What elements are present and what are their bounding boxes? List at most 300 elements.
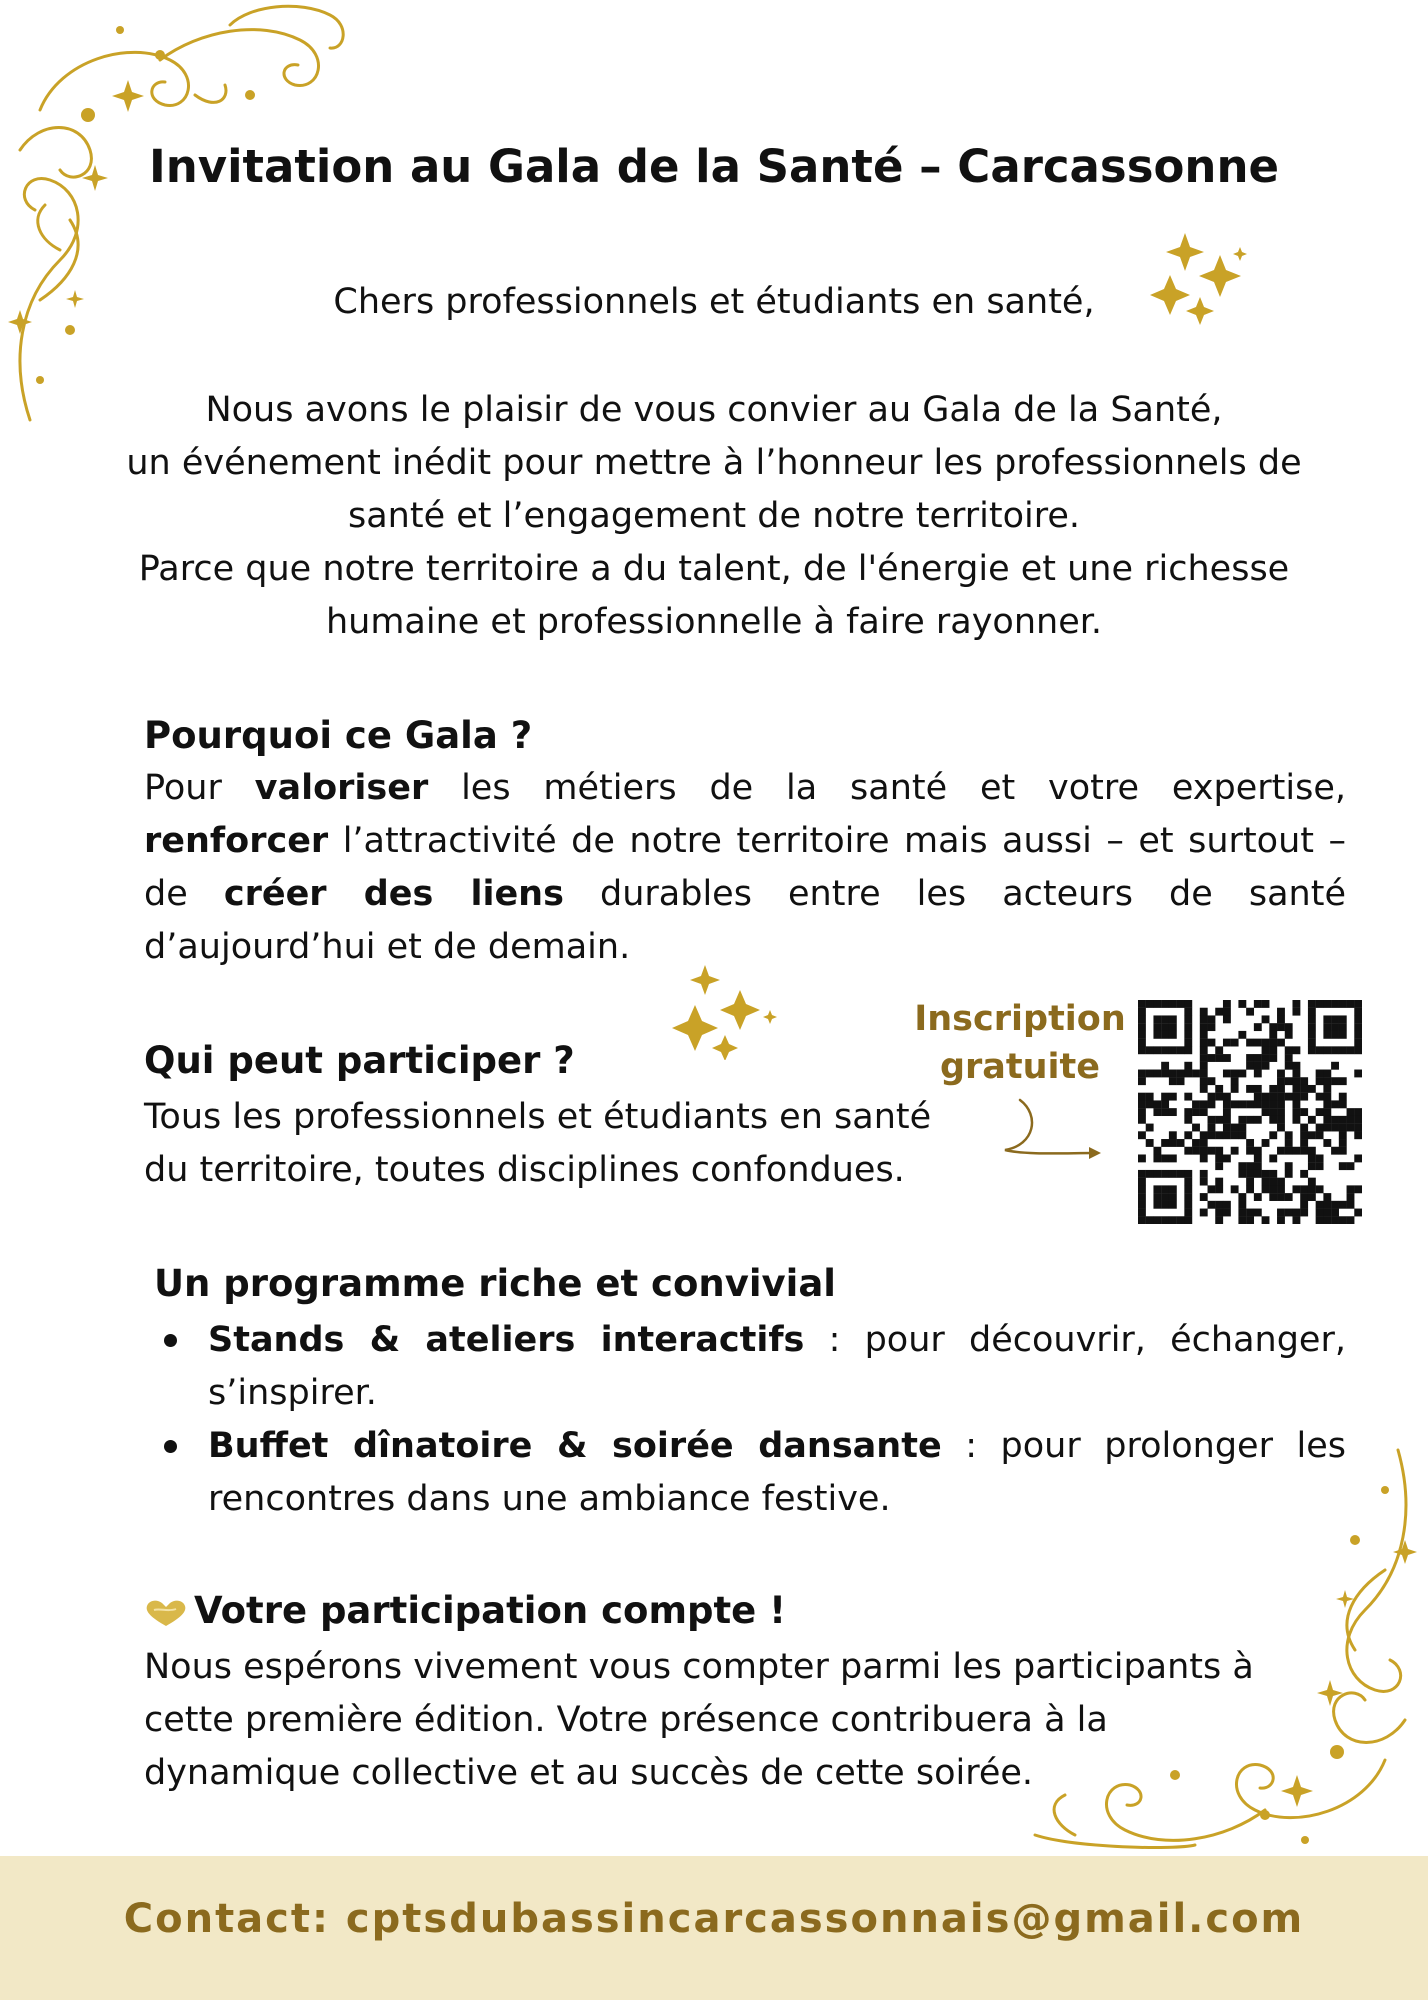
qr-module xyxy=(1308,1154,1316,1162)
qr-module xyxy=(1177,1139,1185,1147)
greeting: Chers professionnels et étudiants en santé, xyxy=(333,282,1095,322)
qr-module xyxy=(1347,1201,1355,1209)
qr-module xyxy=(1262,1046,1270,1054)
inscription-line: Inscription xyxy=(914,999,1126,1039)
qr-module xyxy=(1354,1070,1362,1078)
qr-module xyxy=(1184,1000,1192,1008)
text-run: les métiers de la santé et votre expertise, xyxy=(428,768,1346,808)
qr-module xyxy=(1200,1070,1208,1078)
qr-module xyxy=(1300,1093,1308,1101)
qr-module xyxy=(1339,1031,1347,1039)
qr-module xyxy=(1138,1100,1146,1108)
qr-module xyxy=(1153,1147,1161,1155)
section-programme xyxy=(154,1258,1346,1526)
qr-module xyxy=(1146,1170,1154,1178)
qr-module xyxy=(1347,1216,1355,1224)
qr-module xyxy=(1262,1178,1270,1186)
qr-module xyxy=(1169,1185,1177,1193)
qr-module xyxy=(1339,1131,1347,1139)
qr-module xyxy=(1169,1015,1177,1023)
qr-module xyxy=(1254,1100,1262,1108)
qr-module xyxy=(1292,1046,1300,1054)
qr-module xyxy=(1308,1008,1316,1016)
qr-module xyxy=(1277,1193,1285,1201)
text-run: l’attractivité de notre territoire mais aussi – et surtout – de xyxy=(144,821,1346,914)
qr-module xyxy=(1323,1139,1331,1147)
section-heading: Pourquoi ce Gala ? xyxy=(144,714,533,757)
qr-module xyxy=(1277,1015,1285,1023)
section-participation xyxy=(144,1585,1284,1800)
qr-module xyxy=(1231,1039,1239,1047)
qr-module xyxy=(1208,1015,1216,1023)
qr-module xyxy=(1323,1000,1331,1008)
qr-module xyxy=(1246,1147,1254,1155)
qr-module xyxy=(1177,1000,1185,1008)
qr-module xyxy=(1339,1000,1347,1008)
qr-module xyxy=(1246,1100,1254,1108)
qr-module xyxy=(1200,1054,1208,1062)
qr-module xyxy=(1292,1008,1300,1016)
qr-module xyxy=(1331,1147,1339,1155)
qr-module xyxy=(1153,1070,1161,1078)
qr-module xyxy=(1323,1077,1331,1085)
qr-module xyxy=(1215,1154,1223,1162)
qr-module xyxy=(1138,1170,1146,1178)
qr-module xyxy=(1323,1193,1331,1201)
qr-module xyxy=(1231,1124,1239,1132)
qr-module xyxy=(1246,1085,1254,1093)
qr-module xyxy=(1254,1116,1262,1124)
qr-module xyxy=(1285,1162,1293,1170)
qr-module xyxy=(1339,1046,1347,1054)
qr-module xyxy=(1308,1162,1316,1170)
qr-module xyxy=(1169,1139,1177,1147)
intro-line: Nous avons le plaisir de vous convier au Gala de la Santé, xyxy=(205,390,1223,430)
qr-module xyxy=(1354,1015,1362,1023)
qr-module xyxy=(1269,1039,1277,1047)
qr-module xyxy=(1339,1116,1347,1124)
bullet-icon xyxy=(164,1440,177,1453)
qr-module xyxy=(1184,1093,1192,1101)
qr-module xyxy=(1262,1170,1270,1178)
qr-module xyxy=(1192,1139,1200,1147)
qr-module xyxy=(1331,1216,1339,1224)
qr-module xyxy=(1254,1209,1262,1217)
intro-paragraph xyxy=(100,384,1328,649)
qr-module xyxy=(1169,1000,1177,1008)
qr-module xyxy=(1285,1093,1293,1101)
qr-module xyxy=(1161,1201,1169,1209)
qr-module xyxy=(1200,1170,1208,1178)
qr-module xyxy=(1238,1116,1246,1124)
qr-module xyxy=(1184,1039,1192,1047)
qr-module xyxy=(1146,1070,1154,1078)
qr-module xyxy=(1323,1100,1331,1108)
qr-module xyxy=(1200,1209,1208,1217)
qr-module xyxy=(1262,1093,1270,1101)
qr-module xyxy=(1192,1070,1200,1078)
qr-module xyxy=(1254,1147,1262,1155)
qr-module xyxy=(1354,1046,1362,1054)
qr-module xyxy=(1347,1046,1355,1054)
qr-module xyxy=(1285,1031,1293,1039)
qr-module xyxy=(1316,1209,1324,1217)
qr-module xyxy=(1323,1201,1331,1209)
qr-module xyxy=(1238,1170,1246,1178)
qr-module xyxy=(1153,1154,1161,1162)
qr-module xyxy=(1231,1070,1239,1078)
qr-module xyxy=(1277,1023,1285,1031)
qr-module xyxy=(1246,1054,1254,1062)
section-text xyxy=(144,762,1346,974)
qr-module xyxy=(1146,1093,1154,1101)
qr-module xyxy=(1262,1000,1270,1008)
qr-module xyxy=(1161,1193,1169,1201)
section-text: Nous espérons vivement vous compter parmi les participants à cette première édition. Votre présence contribuera à la dynamique collective et au succès de cette soirée. xyxy=(144,1647,1254,1793)
qr-module xyxy=(1354,1116,1362,1124)
qr-module xyxy=(1292,1209,1300,1217)
qr-module xyxy=(1277,1085,1285,1093)
qr-module xyxy=(1292,1147,1300,1155)
inscription-line: gratuite xyxy=(939,1047,1101,1087)
qr-module xyxy=(1316,1131,1324,1139)
qr-module xyxy=(1339,1023,1347,1031)
qr-module xyxy=(1238,1193,1246,1201)
contact-email[interactable]: Contact: cptsdubassincarcassonnais@gmail.com xyxy=(123,1896,1305,1942)
qr-module xyxy=(1292,1116,1300,1124)
qr-module xyxy=(1269,1170,1277,1178)
qr-module xyxy=(1200,1139,1208,1147)
qr-module xyxy=(1184,1147,1192,1155)
qr-module xyxy=(1354,1000,1362,1008)
qr-module xyxy=(1138,1185,1146,1193)
qr-code[interactable] xyxy=(1138,1000,1362,1224)
qr-module xyxy=(1169,1077,1177,1085)
qr-module xyxy=(1208,1116,1216,1124)
qr-module xyxy=(1285,1139,1293,1147)
qr-module xyxy=(1238,1216,1246,1224)
qr-module xyxy=(1138,1131,1146,1139)
qr-module xyxy=(1254,1039,1262,1047)
qr-module xyxy=(1316,1154,1324,1162)
qr-module xyxy=(1200,1046,1208,1054)
qr-module xyxy=(1200,1015,1208,1023)
qr-module xyxy=(1153,1170,1161,1178)
qr-module xyxy=(1277,1039,1285,1047)
qr-module xyxy=(1292,1100,1300,1108)
qr-module xyxy=(1138,1000,1146,1008)
qr-module xyxy=(1238,1201,1246,1209)
qr-module xyxy=(1323,1015,1331,1023)
qr-module xyxy=(1169,1216,1177,1224)
qr-module xyxy=(1138,1039,1146,1047)
qr-module xyxy=(1184,1046,1192,1054)
qr-module xyxy=(1200,1085,1208,1093)
qr-module xyxy=(1300,1085,1308,1093)
qr-module xyxy=(1192,1147,1200,1155)
qr-module xyxy=(1354,1023,1362,1031)
qr-module xyxy=(1200,1100,1208,1108)
qr-module xyxy=(1238,1131,1246,1139)
section-qui xyxy=(144,1035,964,1197)
qr-module xyxy=(1161,1093,1169,1101)
qr-module xyxy=(1161,1139,1169,1147)
qr-module xyxy=(1161,1000,1169,1008)
qr-module xyxy=(1347,1124,1355,1132)
qr-module xyxy=(1354,1209,1362,1217)
qr-module xyxy=(1300,1185,1308,1193)
qr-module xyxy=(1184,1193,1192,1201)
qr-module xyxy=(1215,1046,1223,1054)
qr-module xyxy=(1316,1162,1324,1170)
qr-module xyxy=(1153,1185,1161,1193)
qr-module xyxy=(1308,1147,1316,1155)
qr-module xyxy=(1192,1100,1200,1108)
qr-module xyxy=(1161,1185,1169,1193)
qr-module xyxy=(1300,1131,1308,1139)
qr-module xyxy=(1277,1147,1285,1155)
qr-module xyxy=(1169,1154,1177,1162)
qr-module xyxy=(1323,1085,1331,1093)
qr-module xyxy=(1269,1193,1277,1201)
qr-module xyxy=(1146,1046,1154,1054)
qr-module xyxy=(1169,1108,1177,1116)
qr-module xyxy=(1285,1147,1293,1155)
swirl-ornament-top-left xyxy=(0,0,380,430)
qr-module xyxy=(1292,1085,1300,1093)
qr-module xyxy=(1169,1070,1177,1078)
qr-module xyxy=(1269,1046,1277,1054)
qr-module xyxy=(1292,1093,1300,1101)
qr-module xyxy=(1308,1023,1316,1031)
qr-module xyxy=(1292,1070,1300,1078)
bold-run: Buffet dînatoire & soirée dansante xyxy=(208,1426,942,1466)
qr-module xyxy=(1277,1093,1285,1101)
qr-module xyxy=(1200,1147,1208,1155)
qr-module xyxy=(1146,1139,1154,1147)
qr-module xyxy=(1331,1077,1339,1085)
section-heading: Qui peut participer ? xyxy=(144,1039,575,1082)
qr-module xyxy=(1254,1170,1262,1178)
qr-module xyxy=(1184,1023,1192,1031)
qr-module xyxy=(1138,1031,1146,1039)
qr-module xyxy=(1269,1108,1277,1116)
qr-module xyxy=(1208,1131,1216,1139)
qr-module xyxy=(1223,1108,1231,1116)
qr-module xyxy=(1200,1062,1208,1070)
qr-module xyxy=(1254,1054,1262,1062)
qr-module xyxy=(1339,1124,1347,1132)
qr-module xyxy=(1208,1077,1216,1085)
qr-module xyxy=(1285,1077,1293,1085)
qr-module xyxy=(1269,1154,1277,1162)
qr-module xyxy=(1184,1031,1192,1039)
qr-module xyxy=(1153,1023,1161,1031)
section-text: Tous les professionnels et étudiants en santé du territoire, toutes disciplines confondues. xyxy=(144,1097,932,1190)
qr-module xyxy=(1153,1100,1161,1108)
qr-module xyxy=(1208,1147,1216,1155)
qr-module xyxy=(1161,1170,1169,1178)
qr-module xyxy=(1277,1077,1285,1085)
qr-module xyxy=(1161,1154,1169,1162)
qr-module xyxy=(1285,1054,1293,1062)
qr-module xyxy=(1138,1193,1146,1201)
qr-module xyxy=(1153,1216,1161,1224)
qr-module xyxy=(1223,1070,1231,1078)
qr-module xyxy=(1208,1023,1216,1031)
qr-module xyxy=(1138,1116,1146,1124)
qr-module xyxy=(1215,1008,1223,1016)
intro-line: un événement inédit pour mettre à l’honneur les professionnels de santé et l’engagement de notre territoire. xyxy=(126,443,1302,536)
qr-module xyxy=(1277,1209,1285,1217)
qr-module xyxy=(1246,1008,1254,1016)
qr-module xyxy=(1277,1185,1285,1193)
qr-module xyxy=(1146,1124,1154,1132)
qr-module xyxy=(1262,1039,1270,1047)
qr-module xyxy=(1138,1178,1146,1186)
qr-module xyxy=(1254,1085,1262,1093)
qr-module xyxy=(1231,1100,1239,1108)
qr-module xyxy=(1223,1100,1231,1108)
qr-module xyxy=(1215,1201,1223,1209)
qr-module xyxy=(1146,1216,1154,1224)
qr-module xyxy=(1269,1100,1277,1108)
qr-module xyxy=(1300,1108,1308,1116)
inscription-label xyxy=(910,995,1130,1091)
qr-module xyxy=(1300,1077,1308,1085)
qr-module xyxy=(1354,1031,1362,1039)
qr-module xyxy=(1208,1201,1216,1209)
qr-module xyxy=(1262,1015,1270,1023)
qr-module xyxy=(1231,1085,1239,1093)
qr-module xyxy=(1308,1015,1316,1023)
qr-module xyxy=(1323,1124,1331,1132)
qr-module xyxy=(1308,1085,1316,1093)
qr-module xyxy=(1316,1201,1324,1209)
qr-module xyxy=(1277,1216,1285,1224)
qr-module xyxy=(1300,1124,1308,1132)
qr-module xyxy=(1323,1209,1331,1217)
qr-module xyxy=(1138,1015,1146,1023)
qr-module xyxy=(1300,1209,1308,1217)
qr-module xyxy=(1153,1015,1161,1023)
qr-module xyxy=(1339,1201,1347,1209)
qr-module xyxy=(1223,1039,1231,1047)
qr-module xyxy=(1331,1209,1339,1217)
qr-module xyxy=(1246,1216,1254,1224)
qr-module xyxy=(1277,1008,1285,1016)
qr-module xyxy=(1223,1124,1231,1132)
qr-module xyxy=(1153,1000,1161,1008)
qr-module xyxy=(1316,1124,1324,1132)
qr-module xyxy=(1331,1031,1339,1039)
qr-module xyxy=(1300,1139,1308,1147)
heart-handshake-icon xyxy=(144,1598,188,1628)
qr-module xyxy=(1262,1054,1270,1062)
qr-module xyxy=(1161,1046,1169,1054)
text-run: : pour découvrir, échanger, s’inspirer. xyxy=(208,1320,1346,1413)
text-run: durables entre les acteurs de santé d’aujourd’hui et de demain. xyxy=(144,874,1346,967)
qr-module xyxy=(1200,1178,1208,1186)
qr-module xyxy=(1169,1046,1177,1054)
qr-module xyxy=(1200,1077,1208,1085)
qr-module xyxy=(1184,1216,1192,1224)
qr-module xyxy=(1153,1108,1161,1116)
qr-module xyxy=(1254,1070,1262,1078)
qr-module xyxy=(1323,1093,1331,1101)
qr-module xyxy=(1354,1185,1362,1193)
qr-module xyxy=(1184,1185,1192,1193)
qr-module xyxy=(1308,1116,1316,1124)
qr-module xyxy=(1200,1131,1208,1139)
qr-module xyxy=(1238,1070,1246,1078)
qr-module xyxy=(1238,1209,1246,1217)
qr-module xyxy=(1331,1100,1339,1108)
qr-module xyxy=(1339,1093,1347,1101)
qr-module xyxy=(1238,1124,1246,1132)
qr-module xyxy=(1347,1193,1355,1201)
qr-module xyxy=(1138,1077,1146,1085)
qr-module xyxy=(1215,1209,1223,1217)
qr-module xyxy=(1254,1000,1262,1008)
qr-module xyxy=(1184,1170,1192,1178)
qr-module xyxy=(1254,1062,1262,1070)
qr-module xyxy=(1254,1162,1262,1170)
qr-module xyxy=(1200,1023,1208,1031)
qr-module xyxy=(1316,1046,1324,1054)
qr-module xyxy=(1208,1124,1216,1132)
qr-module xyxy=(1177,1077,1185,1085)
qr-module xyxy=(1316,1185,1324,1193)
qr-module xyxy=(1223,1201,1231,1209)
qr-module xyxy=(1208,1093,1216,1101)
qr-module xyxy=(1246,1139,1254,1147)
qr-module xyxy=(1308,1193,1316,1201)
qr-module xyxy=(1331,1062,1339,1070)
intro-line: Parce que notre territoire a du talent, de l'énergie et une richesse humaine et professionnelle à faire rayonner. xyxy=(138,549,1290,642)
text-run: : pour prolonger les rencontres dans une ambiance festive. xyxy=(208,1426,1346,1519)
qr-module xyxy=(1215,1185,1223,1193)
qr-module xyxy=(1238,1100,1246,1108)
qr-module xyxy=(1177,1070,1185,1078)
qr-module xyxy=(1254,1193,1262,1201)
bullet-icon xyxy=(164,1334,177,1347)
qr-module xyxy=(1246,1170,1254,1178)
qr-module xyxy=(1215,1054,1223,1062)
qr-module xyxy=(1300,1170,1308,1178)
qr-module xyxy=(1231,1131,1239,1139)
qr-module xyxy=(1339,1077,1347,1085)
qr-module xyxy=(1262,1108,1270,1116)
qr-module xyxy=(1277,1124,1285,1132)
qr-module xyxy=(1323,1046,1331,1054)
qr-module xyxy=(1223,1000,1231,1008)
qr-module xyxy=(1169,1170,1177,1178)
qr-module xyxy=(1277,1108,1285,1116)
qr-module xyxy=(1292,1216,1300,1224)
qr-module xyxy=(1246,1185,1254,1193)
qr-module xyxy=(1246,1162,1254,1170)
qr-module xyxy=(1215,1093,1223,1101)
qr-module xyxy=(1285,1193,1293,1201)
qr-module xyxy=(1354,1039,1362,1047)
qr-module xyxy=(1269,1185,1277,1193)
qr-module xyxy=(1184,1209,1192,1217)
qr-module xyxy=(1331,1000,1339,1008)
qr-module xyxy=(1161,1070,1169,1078)
qr-module xyxy=(1246,1209,1254,1217)
qr-module xyxy=(1285,1170,1293,1178)
